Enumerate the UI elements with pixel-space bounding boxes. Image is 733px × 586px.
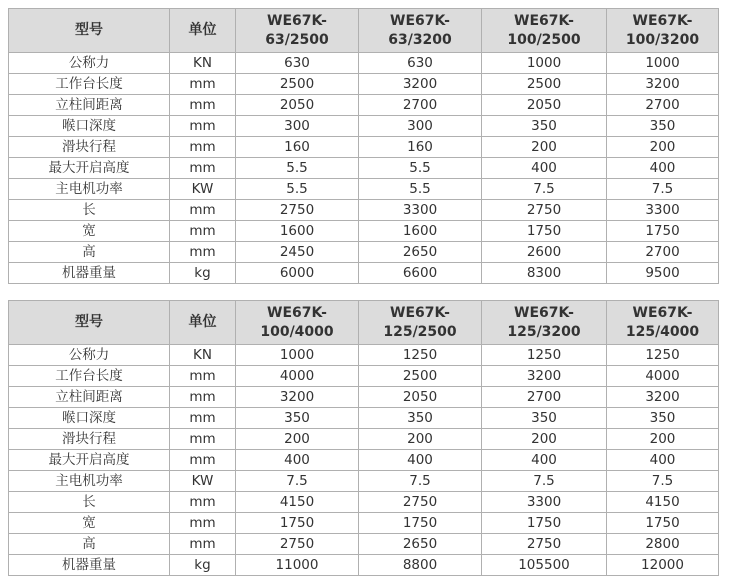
cell-model-2: 2500 [359,366,482,387]
cell-model-2: 2750 [359,492,482,513]
cell-model-1: 5.5 [236,158,359,179]
cell-model-4: 200 [607,137,719,158]
cell-model-3: 2750 [482,534,607,555]
header-unit: 单位 [170,9,236,53]
cell-model-1: 6000 [236,263,359,284]
table-row [9,74,719,95]
row-unit: KN [170,345,236,366]
cell-model-4: 1750 [607,513,719,534]
cell-model-3: 7.5 [482,471,607,492]
row-unit: mm [170,137,236,158]
header-model-2: WE67K-125/2500 [359,301,482,345]
cell-model-4: 350 [607,116,719,137]
row-label: 长 [9,492,170,513]
cell-model-2: 2050 [359,387,482,408]
cell-model-1: 630 [236,53,359,74]
cell-model-2: 2650 [359,534,482,555]
cell-model-3: 350 [482,408,607,429]
cell-model-3: 8300 [482,263,607,284]
cell-model-3: 105500 [482,555,607,576]
cell-model-1: 2500 [236,74,359,95]
table-row [9,263,719,284]
row-label: 最大开启高度 [9,450,170,471]
cell-model-1: 1750 [236,513,359,534]
cell-model-1: 350 [236,408,359,429]
cell-model-4: 1750 [607,221,719,242]
cell-model-1: 3200 [236,387,359,408]
table-row [9,450,719,471]
cell-model-2: 3200 [359,74,482,95]
cell-model-1: 400 [236,450,359,471]
table-row [9,158,719,179]
cell-model-2: 400 [359,450,482,471]
cell-model-1: 2750 [236,534,359,555]
row-unit: mm [170,242,236,263]
cell-model-2: 5.5 [359,179,482,200]
row-unit: mm [170,200,236,221]
row-unit: mm [170,158,236,179]
cell-model-1: 1600 [236,221,359,242]
cell-model-3: 2050 [482,95,607,116]
cell-model-1: 2750 [236,200,359,221]
cell-model-2: 630 [359,53,482,74]
row-label: 机器重量 [9,555,170,576]
cell-model-2: 6600 [359,263,482,284]
row-unit: mm [170,408,236,429]
row-unit: mm [170,450,236,471]
cell-model-2: 8800 [359,555,482,576]
table-header-row [9,9,719,53]
table-row [9,429,719,450]
cell-model-1: 300 [236,116,359,137]
cell-model-3: 3200 [482,366,607,387]
cell-model-3: 1750 [482,221,607,242]
table-row [9,95,719,116]
row-label: 主电机功率 [9,471,170,492]
row-unit: mm [170,74,236,95]
row-label: 宽 [9,221,170,242]
cell-model-3: 2750 [482,200,607,221]
header-model: 型号 [9,301,170,345]
table-row [9,221,719,242]
cell-model-4: 400 [607,450,719,471]
row-label: 喉口深度 [9,408,170,429]
cell-model-2: 350 [359,408,482,429]
table-row [9,366,719,387]
table-row [9,387,719,408]
cell-model-3: 400 [482,450,607,471]
cell-model-1: 7.5 [236,471,359,492]
row-unit: mm [170,492,236,513]
cell-model-1: 160 [236,137,359,158]
cell-model-1: 200 [236,429,359,450]
row-label: 机器重量 [9,263,170,284]
cell-model-4: 3200 [607,74,719,95]
cell-model-4: 3200 [607,387,719,408]
row-unit: mm [170,513,236,534]
table-row [9,345,719,366]
row-label: 工作台长度 [9,74,170,95]
cell-model-2: 5.5 [359,158,482,179]
row-label: 工作台长度 [9,366,170,387]
row-label: 高 [9,534,170,555]
cell-model-4: 2700 [607,242,719,263]
cell-model-3: 1250 [482,345,607,366]
cell-model-4: 9500 [607,263,719,284]
row-label: 立柱间距离 [9,387,170,408]
cell-model-4: 1250 [607,345,719,366]
row-unit: kg [170,555,236,576]
row-label: 滑块行程 [9,429,170,450]
table-header-row [9,301,719,345]
row-unit: mm [170,387,236,408]
table-row [9,179,719,200]
cell-model-4: 4150 [607,492,719,513]
table-row [9,200,719,221]
table-row [9,471,719,492]
table-row [9,492,719,513]
cell-model-3: 200 [482,137,607,158]
header-model-2: WE67K-63/3200 [359,9,482,53]
row-label: 高 [9,242,170,263]
cell-model-2: 7.5 [359,471,482,492]
cell-model-1: 2050 [236,95,359,116]
cell-model-1: 4000 [236,366,359,387]
cell-model-1: 4150 [236,492,359,513]
table-row [9,53,719,74]
spec-table-2 [8,300,719,576]
header-model-1: WE67K-100/4000 [236,301,359,345]
cell-model-3: 3300 [482,492,607,513]
header-unit: 单位 [170,301,236,345]
row-label: 喉口深度 [9,116,170,137]
row-unit: mm [170,366,236,387]
cell-model-3: 350 [482,116,607,137]
cell-model-2: 1600 [359,221,482,242]
header-model-3: WE67K-100/2500 [482,9,607,53]
header-model-4: WE67K-100/3200 [607,9,719,53]
cell-model-2: 160 [359,137,482,158]
cell-model-2: 1250 [359,345,482,366]
cell-model-3: 7.5 [482,179,607,200]
row-label: 宽 [9,513,170,534]
row-unit: kg [170,263,236,284]
row-unit: mm [170,534,236,555]
row-label: 滑块行程 [9,137,170,158]
cell-model-4: 7.5 [607,179,719,200]
cell-model-3: 2700 [482,387,607,408]
row-unit: KW [170,179,236,200]
table-row [9,408,719,429]
row-unit: KW [170,471,236,492]
row-unit: mm [170,221,236,242]
cell-model-4: 4000 [607,366,719,387]
table-row [9,116,719,137]
row-label: 主电机功率 [9,179,170,200]
header-model-1: WE67K-63/2500 [236,9,359,53]
row-label: 长 [9,200,170,221]
cell-model-2: 3300 [359,200,482,221]
cell-model-4: 12000 [607,555,719,576]
cell-model-4: 400 [607,158,719,179]
table-row [9,534,719,555]
row-label: 公称力 [9,53,170,74]
header-model-4: WE67K-125/4000 [607,301,719,345]
cell-model-1: 5.5 [236,179,359,200]
cell-model-2: 2650 [359,242,482,263]
cell-model-1: 11000 [236,555,359,576]
cell-model-4: 3300 [607,200,719,221]
cell-model-1: 2450 [236,242,359,263]
row-unit: mm [170,116,236,137]
cell-model-2: 300 [359,116,482,137]
cell-model-1: 1000 [236,345,359,366]
cell-model-3: 2600 [482,242,607,263]
cell-model-3: 2500 [482,74,607,95]
header-model: 型号 [9,9,170,53]
table-row [9,555,719,576]
cell-model-3: 1750 [482,513,607,534]
cell-model-2: 2700 [359,95,482,116]
row-unit: mm [170,429,236,450]
table-row [9,242,719,263]
cell-model-4: 2800 [607,534,719,555]
spec-table-1 [8,8,719,284]
row-unit: KN [170,53,236,74]
table-row [9,137,719,158]
cell-model-4: 1000 [607,53,719,74]
cell-model-2: 200 [359,429,482,450]
cell-model-2: 1750 [359,513,482,534]
table-row [9,513,719,534]
cell-model-4: 7.5 [607,471,719,492]
header-model-3: WE67K-125/3200 [482,301,607,345]
cell-model-3: 200 [482,429,607,450]
cell-model-4: 350 [607,408,719,429]
cell-model-4: 2700 [607,95,719,116]
row-label: 立柱间距离 [9,95,170,116]
row-label: 最大开启高度 [9,158,170,179]
cell-model-4: 200 [607,429,719,450]
row-unit: mm [170,95,236,116]
cell-model-3: 1000 [482,53,607,74]
row-label: 公称力 [9,345,170,366]
cell-model-3: 400 [482,158,607,179]
